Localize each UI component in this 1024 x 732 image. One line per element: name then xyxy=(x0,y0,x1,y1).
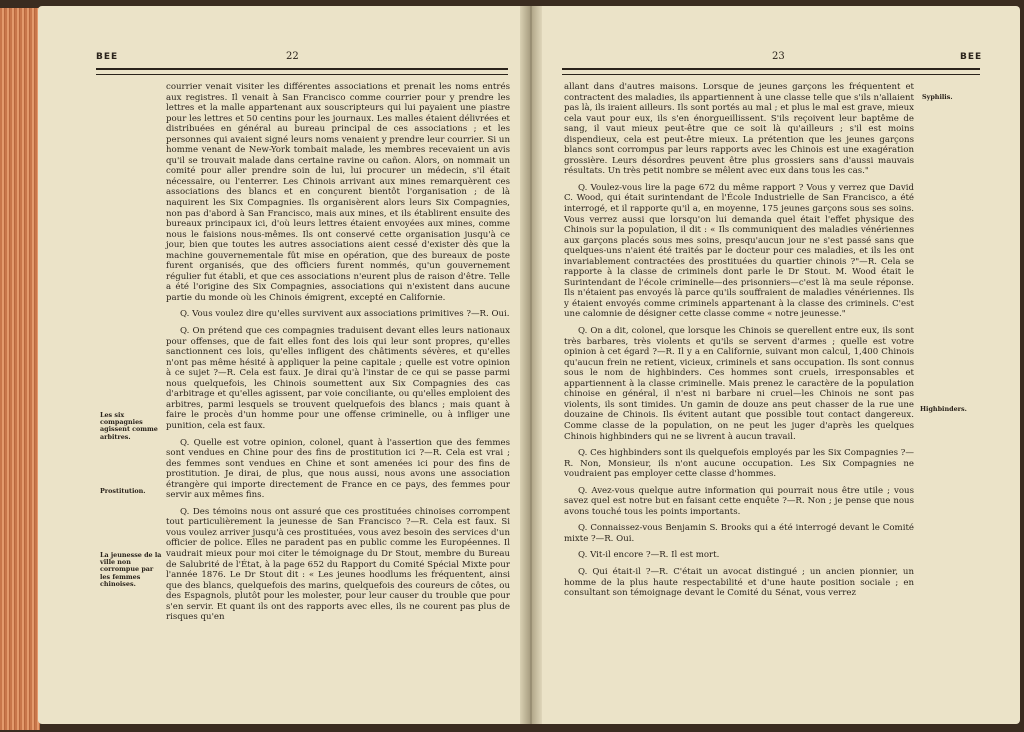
paragraph: courrier venait visiter les différentes associations et prenait les noms entrés aux registres. Il venait à San Francisco comme courrier pour y prendre les lettres et la malle appartenant aux souscripteurs qui lui payaient une piastre pour les lettres et 50 centins pour les journaux. Les malles étaient délivrées et distribuées en général au bureau principal de ces associations ; et les personnes qui avaient signé leurs noms venaient y prendre leur courrier. Si un homme venant de New-York tombait malade, les membres recevaient un avis qu'il se trouvait malade dans certaine ravine ou cañon. Alors, on nommait un comité pour aller prendre soin de lui, lui procurer un médecin, s'il était nécessaire, ou l'enterrer. Les Chinois arrivant aux mines remarquèrent ces associations des blancs et en conçurent bientôt l'organisation ; de là naquirent les Six Compagnies. Ils organisèrent alors leurs Six Compagnies, non pas d'abord à San Francisco, mais aux mines, et ils établirent ensuite des bureaux principaux ici, d'où leurs lettres étaient envoyées aux mines, comme nous le faisions nous-mêmes. Ils ont conservé cette organisation jusqu'à ce jour, bien que toutes les autres associations aient cessé d'exister dès que la machine gouvernementale fût mise en opération, que des bureaux de poste furent organisés, que des officiers furent nommés, qu'un gouvernement régulier fut établi, et que ces associations n'eurent plus de raison d'être. Telle a été l'origine des Six Compagnies, associations qui n'existent dans aucune partie du monde où les Chinois émigrent, excepté en Californie. xyxy=(166,82,510,303)
header-rule xyxy=(96,68,508,75)
side-note-highbinders: Highbinders. xyxy=(920,405,967,413)
book-page-edges xyxy=(0,8,40,730)
paragraph: Q. Vous voulez dire qu'elles survivent aux associations primitives ?—R. Oui. xyxy=(180,309,510,320)
running-header-right: BEE xyxy=(960,52,983,62)
header-rule xyxy=(562,68,980,75)
book-gutter xyxy=(520,6,542,724)
paragraph: Q. Ces highbinders sont ils quelquefois employés par les Six Compagnies ?—R. Non, Monsieur, ils n'ont aucune occupation. Les Six Compagnies ne voudraient pas employer cette classe d'hommes. xyxy=(564,448,914,480)
paragraph: Q. Des témoins nous ont assuré que ces prostituées chinoises corrompent tout particulièrement la jeunesse de San Francisco ?—R. Cela est faux. Si vous voulez arriver jusqu'à ces prostituées, vous avez besoin des services d'un officier de police. Elles ne paradent pas en public comme les Européennes. Il vaudrait mieux pour moi citer le témoignage du Dr Stout, membre du Bureau de Salubrité de l'État, à la page 652 du Rapport du Comité Spécial Mixte pour l'année 1876. Le Dr Stout dit : « Les jeunes hoodlums les fréquentent, ainsi que des blancs, quelquefois des marins, quelquefois des coureurs de côtes, ou des Espagnols, plutôt pour les molester, pour leur causer du trouble que pour s'en servir. Et quant ils ont des rapports avec elles, ils ne courent pas plus de risques qu'en xyxy=(166,506,510,623)
side-note-arbitration: Les six compagnies agissent comme arbitres. xyxy=(100,411,158,441)
paragraph: allant dans d'autres maisons. Lorsque de jeunes garçons les fréquentent et contractent des maladies, ils appartiennent à une classe telle que s'ils n'allaient pas là, ils iraient ailleurs. Ils sont portés au mal ; et plus le mal est grave, mieux cela vaut pour eux, ils s'en énorgueillissent. S'ils reçoivent leur baptême de sang, il vaut mieux peut-être que ce soit là qu'ailleurs ; s'il est moins dispendieux, cela est peut-être mieux. La prétention que les jeunes garçons blancs sont corrompus par leurs rapports avec les Chinois est une exagération grossière. Leurs désordres peuvent être plus grossiers sans d'aussi mauvais résultats. Un très petit nombre se mêlent avec eux dans tous les cas." xyxy=(564,82,914,177)
left-text-column xyxy=(166,82,510,629)
paragraph: Q. Vit-il encore ?—R. Il est mort. xyxy=(578,550,720,561)
side-note-youth: La jeunesse de la ville non corrompue par les femmes chinoises. xyxy=(100,551,162,588)
left-page xyxy=(38,6,528,724)
page-number-right: 23 xyxy=(772,51,785,62)
paragraph: Q. Qui était-il ?—R. C'était un avocat distingué ; un ancien pionnier, un homme de la plus haute respectabilité et d'une haute position sociale ; en consultant son témoignage devant le Comité du Sénat, vous verrez xyxy=(564,566,914,599)
side-note-syphilis: Syphilis. xyxy=(922,93,953,101)
side-note-prostitution: Prostitution. xyxy=(100,487,146,495)
paragraph: Q. Avez-vous quelque autre information qui pourrait nous être utile ; vous savez quel est notre but en faisant cette enquête ?—R. Non ; je pense que nous avons touché tous les points importants. xyxy=(564,485,914,517)
paragraph: Q. On a dit, colonel, que lorsque les Chinois se querellent entre eux, ils sont très barbares, très violents et qu'ils se servent d'armes ; quelle est votre opinion à cet égard ?—R. Il y a en Californie, suivant mon calcul, 1,400 Chinois qu'aucun frein ne retient, vicieux, criminels et sans occupation. Ils sont connus sous le nom de highbinders. Ces hommes sont cruels, irresponsables et appartiennent à la classe criminelle. Mais prenez le caractère de la population chinoise en général, il n'est ni barbare ni cruel—les Chinois ne sont pas violents, ils sont timides. Un gamin de douze ans peut chasser de la rue une douzaine de Chinois. Ils évitent autant que possible tout contact dangereux. Comme classe de la population, on ne peut les juger d'après les quelques Chinois highbinders qui ne se livrent à aucun travail. xyxy=(564,326,914,442)
paragraph: Q. Connaissez-vous Benjamin S. Brooks qui a été interrogé devant le Comité mixte ?—R. Oui. xyxy=(564,523,914,544)
right-text-column xyxy=(564,82,914,605)
running-header-left: BEE xyxy=(96,52,119,62)
paragraph: Q. Voulez-vous lire la page 672 du même rapport ? Vous y verrez que David C. Wood, qui était surintendant de l'École Industrielle de San Francisco, a été interrogé, et il rapporte qu'il a, en moyenne, 175 jeunes garçons sous ses soins. Vous verrez aussi que lorsqu'on lui demanda quel était l'effet physique des Chinois sur la population, il dit : « Ils communiquent des maladies vénériennes aux garçons placés sous mes soins, presqu'aucun jour ne s'est passé sans que quelques-uns n'aient été traités par le docteur pour ces maladies, et ils les ont invariablement contractées des prostituées du quartier chinois ?"—R. Cela se rapporte à la classe de criminels dont parle le Dr Stout. M. Wood était le Surintendant de l'école criminelle—des prisonniers—c'est là ma seule réponse. Ils n'étaient pas envoyés là parce qu'ils souffraient de maladies vénériennes. Ils y étaient envoyés comme criminels appartenant à la classe des criminels. C'est une calomnie de désigner cette classe comme « notre jeunesse." xyxy=(564,182,914,320)
paragraph: Q. Quelle est votre opinion, colonel, quant à l'assertion que des femmes sont vendues en Chine pour des fins de prostitution ici ?—R. Cela est vrai ; des femmes sont vendues en Chine et sont amenées ici pour des fins de prostitution. Je dirai, de plus, que nous aussi, nous avons une association étrangère qui importe directement de France en ce pays, des femmes pour servir aux mêmes fins. xyxy=(166,437,510,501)
right-page xyxy=(532,6,1020,724)
paragraph: Q. On prétend que ces compagnies traduisent devant elles leurs nationaux pour offenses, que de fait elles font des lois qui leur sont propres, qu'elles sanctionnent ces lois, qu'elles infligent des châtiments sévères, et qu'elles n'ont pas même hésité à appliquer la peine capitale ; quelle est votre opinion à ce sujet ?—R. Cela est faux. Je dirai qu'à l'instar de ce qui se passe parmi nous quelquefois, les Chinois soumettent aux Six Compagnies des cas d'arbitrage et qu'elles agissent, par voie conciliante, ou qu'elles emploient des arbitres, parmi lesquels se trouvent quelquefois des blancs ; mais quant à faire le procès d'un homme pour une offense criminelle, ou à infliger une punition, cela est faux. xyxy=(166,326,510,431)
page-number-left: 22 xyxy=(286,51,299,62)
